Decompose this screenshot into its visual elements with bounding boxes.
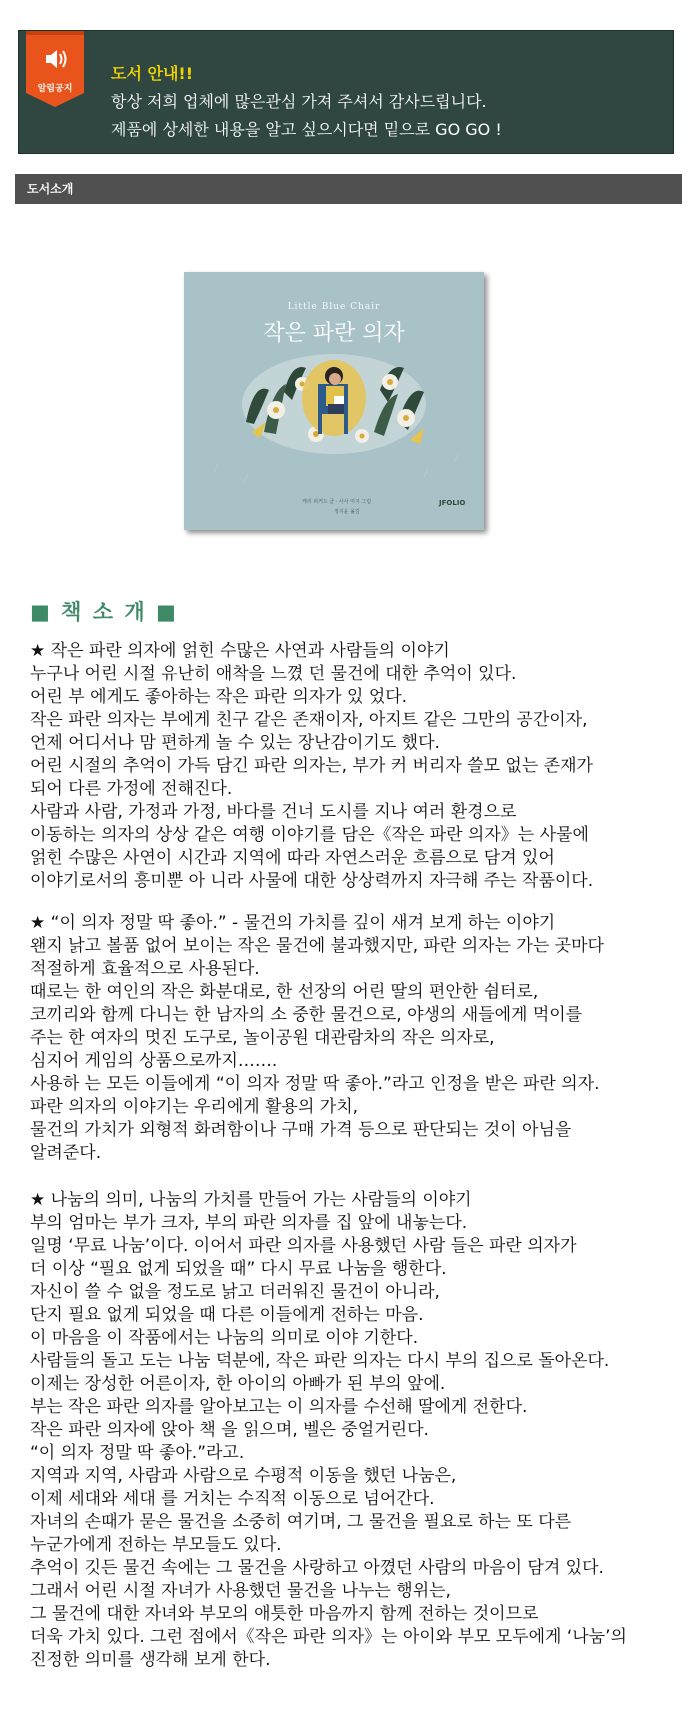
text-line: 이 마음을 이 작품에서는 나눔의 의미로 이야 기한다. [30,1328,419,1348]
text-line: “이 의자 정말 딱 좋아.”라고. [30,1443,245,1463]
notice-box [18,30,674,154]
text-line: 자녀의 손때가 묻은 물건을 소중히 여기며, 그 물건을 필요로 하는 또 다른 [30,1512,572,1532]
notice-line-2: 제품에 상세한 내용을 알고 싶으시다면 밑으로 GO GO ! [111,120,502,139]
text-line: 알려준다. [30,1143,102,1163]
text-line: 그 물건에 대한 자녀와 부모의 애틋한 마음까지 함께 전하는 것이므로 [30,1604,539,1624]
text-line: 어린 시절의 추억이 가득 담긴 파란 의자는, 부가 커 버리자 쓸모 없는 존재가 [30,756,593,776]
text-line: 파란 의자의 이야기는 우리에게 활용의 가치, [30,1097,359,1117]
text-line: 얽힌 수많은 사연이 시간과 지역에 따라 자연스러운 흐름으로 담겨 있어 [30,848,555,868]
badge-label: 알림공지 [37,84,73,94]
text-line: 언제 어디서나 맘 편하게 놀 수 있는 장난감이기도 했다. [30,733,440,753]
text-line: 누구나 어린 시절 유난히 애착을 느꼈 던 물건에 대한 추억이 있다. [30,664,517,684]
text-line: 사용하 는 모든 이들에게 “이 의자 정말 딱 좋아.”라고 인정을 받은 파란 의자. [30,1074,600,1094]
text-line: 누군가에게 전하는 부모들도 있다. [30,1535,282,1555]
text-line: 이제 세대와 세대 를 거치는 수직적 이동으로 넘어간다. [30,1489,435,1509]
text-line: 지역과 지역, 사람과 사람으로 수평적 이동을 했던 나눔은, [30,1466,457,1486]
notice-line-1: 항상 저희 업체에 많은관심 가져 주셔서 감사드립니다. [111,92,487,111]
publisher-logo: JFOLIO [439,499,466,507]
text-line: 더욱 가치 있다. 그런 점에서《작은 파란 의자》는 아이와 부모 모두에게 ‘나눔’의 [30,1627,627,1647]
book-cover-image [184,272,484,530]
speaker-icon [26,39,84,79]
text-line: ★ 나눔의 의미, 나눔의 가치를 만들어 가는 사람들의 이야기 [30,1190,472,1210]
text-line: 어린 부 에게도 좋아하는 작은 파란 의자가 있 었다. [30,687,408,707]
text-line: 부의 엄마는 부가 크자, 부의 파란 의자를 집 앞에 내놓는다. [30,1213,468,1233]
text-line: ★ 작은 파란 의자에 얽힌 수많은 사연과 사람들의 이야기 [30,641,450,661]
notice-badge [26,31,84,107]
text-line: 사람과 사람, 가정과 가정, 바다를 건너 도시를 지나 여러 환경으로 [30,802,517,822]
cover-title: 작은 파란 의자 [263,321,405,346]
text-line: 이동하는 의자의 상상 같은 여행 이야기를 담은《작은 파란 의자》는 사물에 [30,825,589,845]
intro-paragraph-3 [30,1189,690,1672]
text-line: 그래서 어린 시절 자녀가 사용했던 물건을 나누는 행위는, [30,1581,451,1601]
text-line: 이야기로서의 흥미뿐 아 니라 사물에 대한 상상력까지 자극해 주는 작품이다. [30,871,594,891]
text-line: 더 이상 “필요 없게 되었을 때” 다시 무료 나눔을 행한다. [30,1259,447,1279]
cover-translator: 정지윤 옮김 [334,509,360,515]
text-line: 코끼리와 함께 다니는 한 남자의 소 중한 물건으로, 야생의 새들에게 먹이를 [30,1005,583,1025]
text-line: 주는 한 여자의 멋진 도구로, 놀이공원 대관람차의 작은 의자로, [30,1028,495,1048]
text-line: 부는 작은 파란 의자를 알아보고는 이 의자를 수선해 딸에게 전한다. [30,1397,528,1417]
text-line: ★ “이 의자 정말 딱 좋아.” - 물건의 가치를 깊이 새겨 보게 하는 이야기 [30,913,556,933]
text-line: 일명 ‘무료 나눔’이다. 이어서 파란 의자를 사용했던 사람 들은 파란 의자가 [30,1236,577,1256]
notice-title: 도서 안내!! [111,64,193,83]
text-line: 이제는 장성한 어른이자, 한 아이의 아빠가 된 부의 앞에. [30,1374,446,1394]
text-line: 진정한 의미를 생각해 보게 한다. [30,1650,271,1670]
text-line: 작은 파란 의자에 앉아 책 을 읽으며, 벨은 중얼거린다. [30,1420,429,1440]
intro-heading: ■ 책 소 개 ■ [30,600,178,624]
cover-subtitle: Little Blue Chair [287,302,381,312]
text-line: 적절하게 효율적으로 사용된다. [30,959,260,979]
text-line: 때로는 한 여인의 작은 화분대로, 한 선장의 어린 딸의 편안한 쉼터로, [30,982,539,1002]
cover-credit: 케리 피커드 글 · 사사 미지 그림 [302,499,372,505]
text-line: 되어 다른 가정에 전해진다. [30,779,233,799]
text-line: 심지어 게임의 상품으로까지……. [30,1051,278,1071]
text-line: 추억이 깃든 물건 속에는 그 물건을 사랑하고 아꼈던 사람의 마음이 담겨 있다. [30,1558,604,1578]
text-line: 사람들의 돌고 도는 나눔 덕분에, 작은 파란 의자는 다시 부의 집으로 돌아온다. [30,1351,610,1371]
intro-paragraph-2 [30,912,690,1165]
text-line: 자신이 쓸 수 없을 정도로 낡고 더러워진 물건이 아니라, [30,1282,440,1302]
text-line: 물건의 가치가 외형적 화려함이나 구매 가격 등으로 판단되는 것이 아님을 [30,1120,572,1140]
section-bar-book-intro: 도서소개 [15,174,682,204]
text-line: 단지 필요 없게 되었을 때 다른 이들에게 전하는 마음. [30,1305,424,1325]
intro-paragraph-1 [30,640,690,893]
text-line: 왠지 낡고 볼품 없어 보이는 작은 물건에 불과했지만, 파란 의자는 가는 곳마다 [30,936,604,956]
text-line: 작은 파란 의자는 부에게 친구 같은 존재이자, 아지트 같은 그만의 공간이자, [30,710,588,730]
